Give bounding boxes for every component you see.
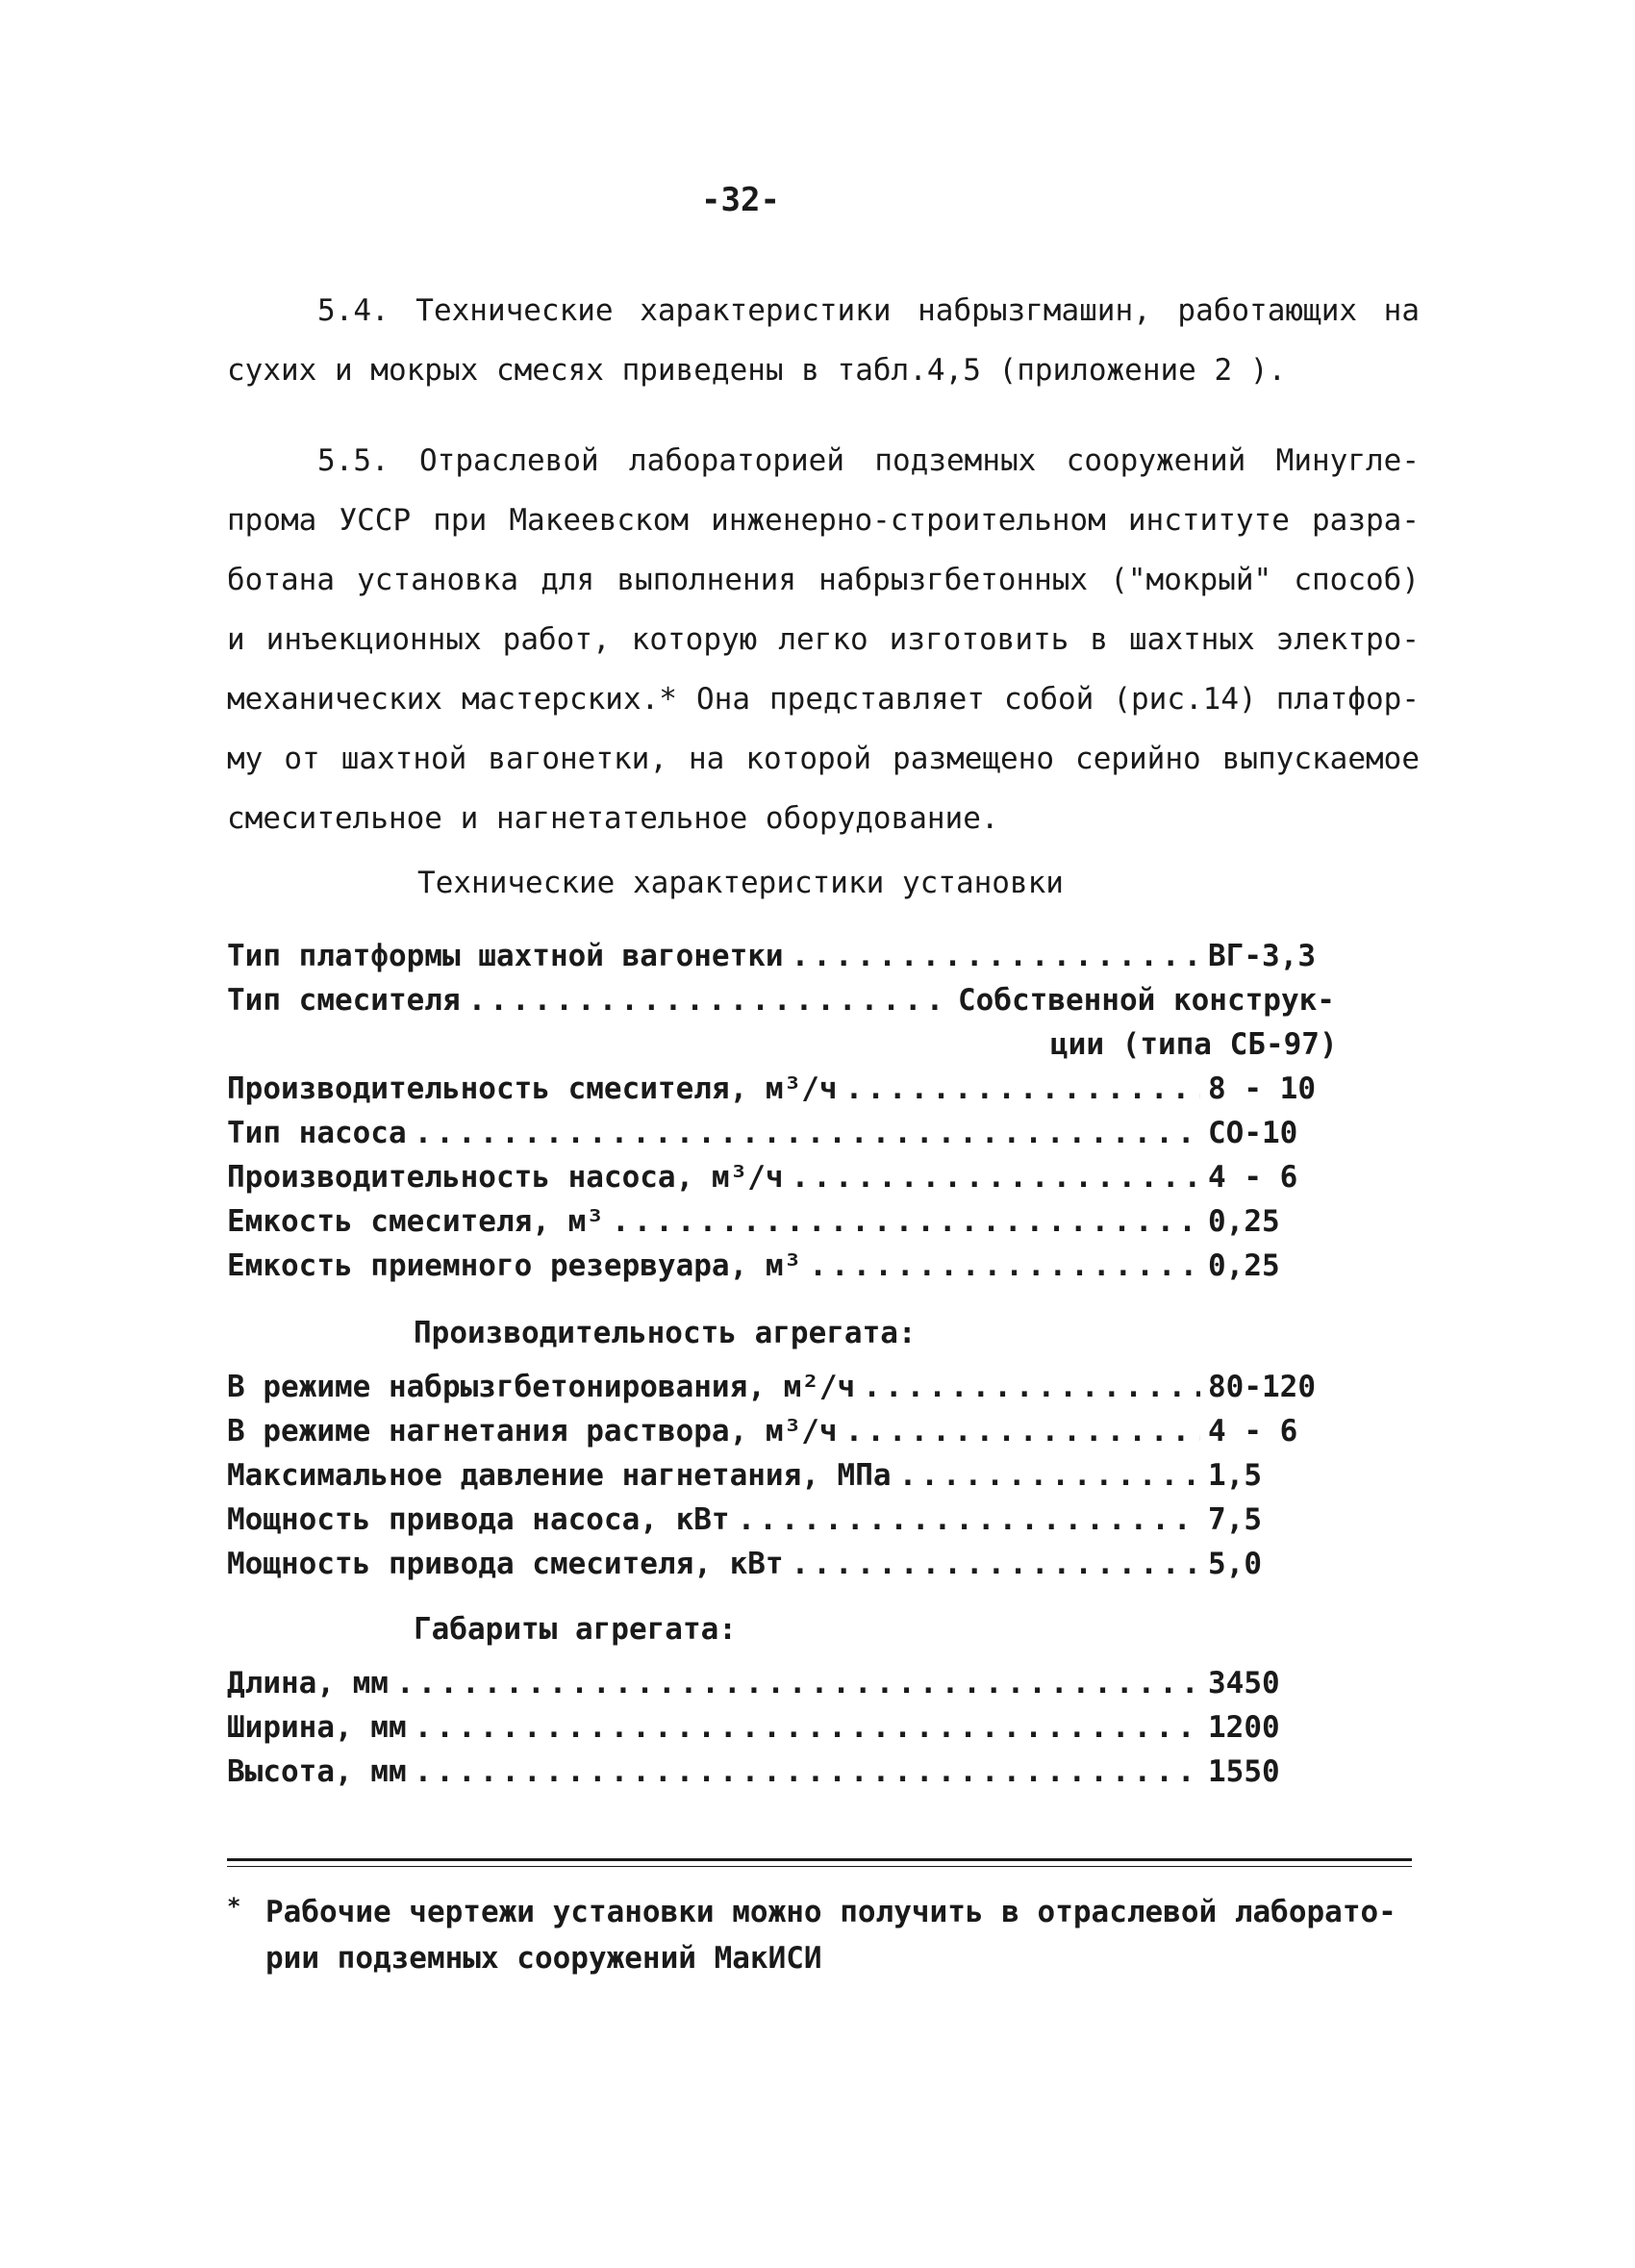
- dimensions-list: [227, 1666, 1362, 1799]
- spec-label: Мощность привода смесителя, кВт: [227, 1547, 784, 1581]
- spec-value: ВГ-3,3: [1208, 939, 1316, 973]
- spec-label: Максимальное давление нагнетания, МПа: [227, 1458, 892, 1493]
- spec-label: Длина, мм: [227, 1666, 389, 1701]
- leader-dots: [845, 1071, 1200, 1106]
- performance-list: [227, 1370, 1362, 1591]
- spec-value: 4 - 6: [1208, 1414, 1298, 1449]
- spec-row: [227, 1116, 1362, 1160]
- spec-label: Производительность насоса, м³/ч: [227, 1160, 784, 1195]
- spec-value: 0,25: [1208, 1204, 1280, 1239]
- spec-value: 8 - 10: [1208, 1071, 1316, 1106]
- paragraph-line: ботана установка для выполнения набрызгбетонных ("мокрый" способ): [227, 563, 1420, 597]
- spec-value: 0,25: [1208, 1248, 1280, 1283]
- leader-dots: [468, 983, 950, 1018]
- paragraph-5-4: [227, 281, 1420, 400]
- spec-label: В режиме нагнетания раствора, м³/ч: [227, 1414, 838, 1449]
- leader-dots: [612, 1204, 1200, 1239]
- leader-dots: [899, 1458, 1200, 1493]
- spec-row: [227, 1160, 1362, 1204]
- spec-row: [227, 1666, 1362, 1710]
- spec-row: [227, 1414, 1362, 1458]
- performance-title: Производительность агрегата:: [414, 1316, 917, 1350]
- spec-label: Емкость смесителя, м³: [227, 1204, 604, 1239]
- spec-row: [227, 1458, 1362, 1502]
- spec-row: [227, 983, 1362, 1027]
- spec-value: 7,5: [1208, 1502, 1262, 1537]
- spec-label: Мощность привода насоса, кВт: [227, 1502, 730, 1537]
- footnote: [227, 1889, 1420, 1981]
- paragraph-line: сухих и мокрых смесях приведены в табл.4,5 (приложение 2 ).: [227, 353, 1287, 388]
- leader-dots: [845, 1414, 1200, 1449]
- paragraph-5-5: [227, 431, 1420, 848]
- leader-dots: [738, 1502, 1200, 1537]
- spec-value: 4 - 6: [1208, 1160, 1298, 1195]
- spec-value: 1,5: [1208, 1458, 1262, 1493]
- paragraph-line: 5.5. Отраслевой лабораторией подземных сооружений Минугле-: [317, 443, 1420, 478]
- paragraph-line: прома УССР при Макеевском инженерно-строительном институте разра-: [227, 503, 1420, 538]
- spec-row: [227, 1071, 1362, 1116]
- paragraph-line: и инъекционных работ, которую легко изготовить в шахтных электро-: [227, 622, 1420, 657]
- spec-value: 3450: [1208, 1666, 1280, 1701]
- leader-dots: [396, 1666, 1200, 1701]
- spec-value: 1200: [1208, 1710, 1280, 1745]
- spec-row: [227, 1204, 1362, 1248]
- spec-row: [227, 939, 1362, 983]
- spec-row: [227, 1370, 1362, 1414]
- leader-dots: [792, 939, 1200, 973]
- spec-label: Высота, мм: [227, 1754, 407, 1789]
- leader-dots: [863, 1370, 1200, 1404]
- spec-row: [227, 1248, 1362, 1293]
- spec-value-continued: ции (типа СБ-97): [1050, 1027, 1338, 1062]
- spec-row: [227, 1502, 1362, 1547]
- spec-row: [227, 1754, 1362, 1799]
- leader-dots: [809, 1248, 1200, 1283]
- footnote-divider-thin: [227, 1866, 1412, 1867]
- spec-list: [227, 939, 1362, 1293]
- spec-label: Тип платформы шахтной вагонетки: [227, 939, 784, 973]
- spec-value: 1550: [1208, 1754, 1280, 1789]
- leader-dots: [415, 1116, 1200, 1150]
- spec-value: Собственной конструк-: [958, 983, 1335, 1018]
- spec-row: [227, 1547, 1362, 1591]
- leader-dots: [792, 1547, 1200, 1581]
- paragraph-line: механических мастерских.* Она представляет собой (рис.14) платфор-: [227, 682, 1420, 717]
- spec-value: СО-10: [1208, 1116, 1298, 1150]
- spec-value: 5,0: [1208, 1547, 1262, 1581]
- spec-label: Тип смесителя: [227, 983, 461, 1018]
- paragraph-line: смесительное и нагнетательное оборудование.: [227, 801, 999, 836]
- dimensions-title: Габариты агрегата:: [414, 1612, 737, 1647]
- spec-label: Ширина, мм: [227, 1710, 407, 1745]
- page-number: -32-: [701, 181, 780, 219]
- footnote-divider: [227, 1858, 1412, 1861]
- spec-value: 80-120: [1208, 1370, 1316, 1404]
- spec-row: [227, 1710, 1362, 1754]
- leader-dots: [415, 1710, 1200, 1745]
- spec-title: Технические характеристики установки: [417, 866, 1064, 900]
- spec-label: В режиме набрызгбетонирования, м²/ч: [227, 1370, 856, 1404]
- paragraph-line: 5.4. Технические характеристики набрызгмашин, работающих на: [317, 293, 1420, 328]
- paragraph-line: му от шахтной вагонетки, на которой размещено серийно выпускаемое: [227, 742, 1420, 776]
- footnote-mark: *: [227, 1893, 241, 1920]
- leader-dots: [792, 1160, 1200, 1195]
- spec-label: Производительность смесителя, м³/ч: [227, 1071, 838, 1106]
- spec-label: Тип насоса: [227, 1116, 407, 1150]
- leader-dots: [415, 1754, 1200, 1789]
- footnote-line: рии подземных сооружений МакИСИ: [265, 1941, 822, 1976]
- footnote-line: Рабочие чертежи установки можно получить в отраслевой лаборато-: [265, 1895, 1396, 1929]
- spec-label: Емкость приемного резервуара, м³: [227, 1248, 802, 1283]
